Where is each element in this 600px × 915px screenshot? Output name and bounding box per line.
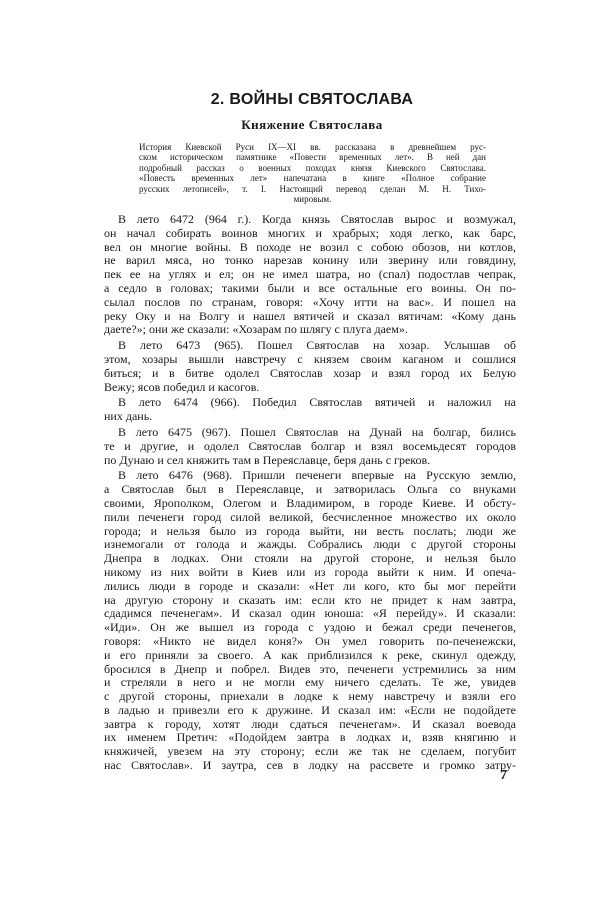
text-line: на другую сторону и сказать им: если кто не придет к нам завтра, bbox=[104, 593, 516, 607]
text-line: них дань. bbox=[104, 410, 153, 424]
text-line: города; и нельзя было из города выйти, ни весть послать; люди же bbox=[104, 524, 516, 538]
body-text bbox=[104, 213, 516, 775]
text-line: Днепра в лодках. Они стояли на другой стороне, и нельзя было bbox=[104, 552, 516, 566]
text-line: сдадимся печенегам». И сказал один юноша: «Я перейду». И сказали: bbox=[104, 607, 516, 621]
text-line: завтра к городу, хотят люди сдаться печенегам». И сказал воевода bbox=[104, 717, 516, 731]
text-line: изнемогали от голода и жажды. Собрались люди с другой стороны bbox=[104, 538, 516, 552]
text-line: говоря: «Никто не видел коня?» Он умел говорить по-печенежски, bbox=[104, 634, 516, 648]
text-line: Вежу; ясов победил и касогов. bbox=[104, 380, 260, 394]
text-line: и стреляли в него и не могли ему ничего сделать. Те же, увидев bbox=[104, 676, 516, 690]
text-line: своими, Ярополком, Олегом и Владимиром, в городе Киеве. И обсту- bbox=[104, 496, 516, 510]
text-line: этом, хозары вышли навстречу с князем своим каганом и сошлися bbox=[104, 352, 516, 366]
paragraph bbox=[104, 213, 516, 337]
text-line: В лето 6473 (965). Пошел Святослав на хозар. Услышав об bbox=[118, 339, 516, 353]
text-line: а седло в головах; такими были и все остальные его воины. Он по- bbox=[104, 281, 516, 295]
text-line: не варил мяса, но тонко нарезав конину или зверину или говядину, bbox=[104, 254, 516, 268]
text-line: вел он многие войны. В походе не возил с собою обозов, ни котлов, bbox=[104, 240, 516, 254]
section-subtitle: Княжение Святослава bbox=[241, 117, 383, 132]
text-line: биться; и в битве одолел Святослав хозар и взял город их Белую bbox=[104, 366, 516, 380]
intro-note bbox=[139, 142, 486, 204]
text-line: он начал собирать воинов многих и храбрых; ходя легко, как барс, bbox=[104, 226, 516, 240]
paragraph bbox=[104, 469, 516, 773]
paragraph bbox=[104, 339, 516, 394]
text-line: лились люди в городе и сказали: «Нет ли кого, кто бы мог перейти bbox=[104, 579, 516, 593]
text-line: те и другие, и одолел Святослав болгар и взял восемьдесят городов bbox=[104, 439, 516, 453]
text-line: сылал послов по странам, говоря: «Хочу итти на вас». И пошел на bbox=[104, 295, 516, 309]
text-line: а Святослав был в Переяславце, и затворилась Ольга со внуками bbox=[104, 483, 516, 497]
text-line: в ладью и привезли его к дружине. И сказал им: «Если не подойдете bbox=[104, 703, 516, 717]
text-line: с другой стороны, приехали в лодке к нему навстречу и взяли его bbox=[104, 690, 516, 704]
text-line: «Иди». Он же вышел из города с уздою и бежал среди печенегов, bbox=[104, 621, 516, 635]
paragraph bbox=[104, 396, 516, 424]
intro-line: мировым. bbox=[293, 193, 332, 204]
text-line: никому из них войти в Киев или из города выйти к ним. И опеча- bbox=[104, 565, 516, 579]
text-line: их именем Претич: «Подойдем завтра в лодках и, взяв княгиню и bbox=[104, 731, 516, 745]
text-line: В лето 6476 (968). Пришли печенеги впервые на Русскую землю, bbox=[118, 469, 516, 483]
text-line: В лето 6472 (964 г.). Когда князь Святослав вырос и возмужал, bbox=[118, 213, 516, 226]
intro-line: История Киевской Руси IX—XI вв. рассказана в древнейшем рус- bbox=[139, 142, 486, 152]
text-line: княжичей, увезем на эту сторону; если же так не сделаем, погубит bbox=[104, 745, 516, 759]
text-line: пек ее на углях и ел; он не имел шатра, но (спал) подостлав чепрак, bbox=[104, 268, 516, 282]
paragraph bbox=[104, 426, 516, 467]
intro-line: ском историческом памятнике «Повести временных лет». В ней дан bbox=[139, 152, 486, 163]
text-line: пили печенеги город силой великой, бесчисленное множество их около bbox=[104, 510, 516, 524]
text-line: В лето 6475 (967). Пошел Святослав на Дунай на болгар, бились bbox=[118, 425, 516, 439]
intro-line: «Повесть временных лет» напечатана в книге «Полное собрание bbox=[139, 173, 486, 184]
page-number: 7 bbox=[500, 768, 507, 783]
text-line: даете?»; они же сказали: «Хозарам по шлягу с плуга даем». bbox=[104, 323, 408, 337]
text-line: по Дунаю и сел княжить там в Переяславце, беря дань с греков. bbox=[104, 453, 431, 467]
intro-line: русских летописей», т. I. Настоящий перевод сделан М. Н. Тихо- bbox=[139, 183, 486, 194]
text-line: реку Оку и на Волгу и нашел вятичей и сказал вятичам: «Кому дань bbox=[104, 309, 516, 323]
chapter-title: 2. ВОЙНЫ СВЯТОСЛАВА bbox=[210, 91, 414, 108]
text-line: В лето 6474 (966). Победил Святослав вятичей и наложил на bbox=[118, 396, 516, 410]
text-line: и его приняли за своего. А как приблизился к реке, скинул одежду, bbox=[104, 648, 516, 662]
text-line: нас Святослав». И заутра, сев в лодку на рассвете и громко затру- bbox=[104, 759, 516, 773]
intro-line: подробный рассказ о военных походах князя Киевского Святослава. bbox=[139, 162, 486, 173]
text-line: бросился в Днепр и побрел. Видев это, печенеги устремились за ним bbox=[104, 662, 516, 676]
